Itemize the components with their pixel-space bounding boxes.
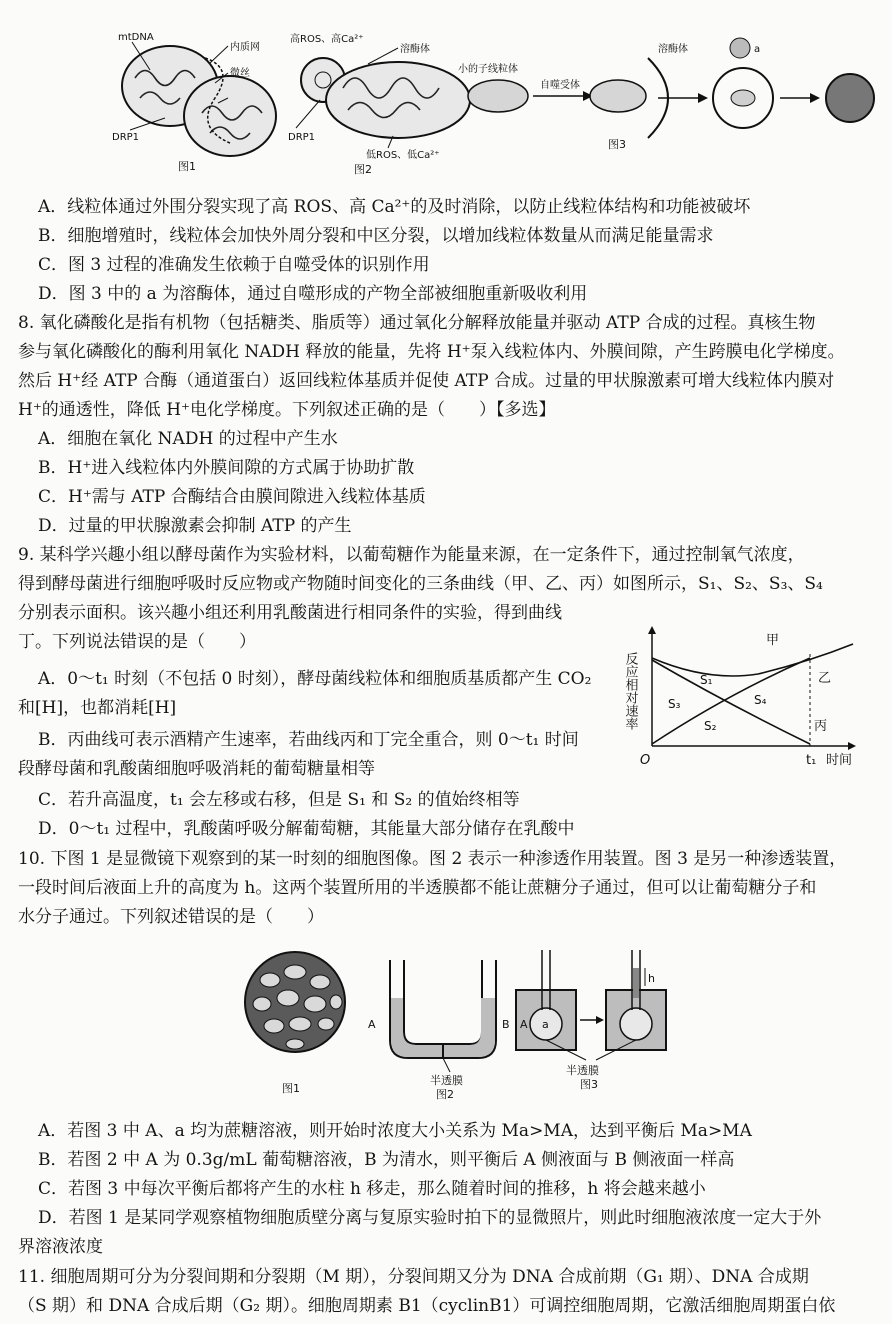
mitochondria-figure xyxy=(110,18,890,178)
q8-stem-line-1: 8. 氧化磷酸化是指有机物（包括糖类、脂质等）通过氧化分解释放能量并驱动 ATP 合成的过程。真核生物 xyxy=(18,313,816,333)
fig2-lysosome-label: 溶酶体 xyxy=(400,44,430,55)
fig2-a-label: A xyxy=(368,1018,376,1031)
q8-option-a: A．细胞在氧化 NADH 的过程中产生水 xyxy=(38,429,338,449)
q7-option-a: A．线粒体通过外围分裂实现了高 ROS、高 Ca²⁺的及时消除，以防止线粒体结构和功能被破坏 xyxy=(38,197,751,217)
s4-label: S₄ xyxy=(754,693,767,707)
fig2-mitochondria xyxy=(288,32,470,176)
t1-label: t₁ xyxy=(806,753,817,768)
fig1-er-label: 内质网 xyxy=(230,42,260,53)
q9-rate-graph xyxy=(622,624,878,774)
fig1-microfilament-label: 微丝 xyxy=(230,68,250,79)
fig1-mitochondria xyxy=(112,32,276,173)
fig3-mitophagy xyxy=(458,38,874,151)
q9-stem-line-1: 9. 某科学兴趣小组以酵母菌作为实验材料，以葡萄糖作为能量来源，在一定条件下，通过控制氧气浓度， xyxy=(18,545,805,565)
origin-label: O xyxy=(640,753,651,768)
fig3-h-label: h xyxy=(648,972,655,985)
s2-label: S₂ xyxy=(704,719,717,733)
q9-option-d: D．0～t₁ 过程中，乳酸菌呼吸分解葡萄糖，其能量大部分储存在乳酸中 xyxy=(38,819,575,839)
q11-stem-line-1: 11. 细胞周期可分为分裂间期和分裂期（M 期），分裂间期又分为 DNA 合成前期（G₁ 期）、DNA 合成期 xyxy=(18,1267,809,1287)
fig2-caption: 图2 xyxy=(354,163,372,176)
fig3-a-upper-label: A xyxy=(520,1018,528,1031)
fig3-caption: 图3 xyxy=(580,1078,598,1091)
q8-option-b: B．H⁺进入线粒体内外膜间隙的方式属于协助扩散 xyxy=(38,458,415,478)
q9-stem-line-2: 得到酵母菌进行细胞呼吸时反应物或产物随时间变化的三条曲线（甲、乙、丙）如图所示，S₁、S₂、S₃、S₄ xyxy=(18,574,823,594)
fig3-membrane-label: 半透膜 xyxy=(566,1064,599,1077)
fig2-b-label: B xyxy=(502,1018,510,1031)
q8-option-c: C．H⁺需与 ATP 合酶结合由膜间隙进入线粒体基质 xyxy=(38,487,426,507)
q10-osmosis-figure xyxy=(240,940,670,1105)
q9-option-b-line-1: B．丙曲线可表示酒精产生速率，若曲线丙和丁完全重合，则 0～t₁ 时间 xyxy=(38,730,579,750)
q7-option-b: B．细胞增殖时，线粒体会加快外周分裂和中区分裂，以增加线粒体数量从而满足能量需求 xyxy=(38,226,714,246)
fig1-mtdna-label: mtDNA xyxy=(118,32,154,43)
s1-label: S₁ xyxy=(700,673,713,687)
s3-label: S₃ xyxy=(668,697,681,711)
fig3-a-label: a xyxy=(754,44,761,55)
u-tube-apparatus xyxy=(368,960,510,1101)
bing-label: 丙 xyxy=(814,719,828,734)
q8-stem-line-2: 参与氧化磷酸化的酶利用氧化 NADH 释放的能量，先将 H⁺泵入线粒体内、外膜间隙，产生跨膜电化学梯度。 xyxy=(18,342,845,362)
fig3-lysosome-label: 溶酶体 xyxy=(658,44,688,55)
q7-option-d: D．图 3 中的 a 为溶酶体，通过自噬形成的产物全部被细胞重新吸收利用 xyxy=(38,284,588,304)
q7-option-c: C．图 3 过程的准确发生依赖于自噬受体的识别作用 xyxy=(38,255,430,275)
x-axis-label: 时间 xyxy=(826,753,853,768)
fig2-caption: 图2 xyxy=(436,1088,454,1101)
fig3-small-mito-label: 小的子线粒体 xyxy=(458,64,518,75)
q10-stem-line-1: 10. 下图 1 是显微镜下观察到的某一时刻的细胞图像。图 2 表示一种渗透作用装置。图 3 是另一种渗透装置， xyxy=(18,849,847,869)
cell-micrograph xyxy=(245,952,345,1095)
q10-option-b: B．若图 2 中 A 为 0.3g/mL 葡萄糖溶液，B 为清水，则平衡后 A 侧液面与 B 侧液面一样高 xyxy=(38,1150,735,1170)
q10-option-c: C．若图 3 中每次平衡后都将产生的水柱 h 移走，那么随着时间的推移，h 将会越来越小 xyxy=(38,1179,706,1199)
fig1-caption: 图1 xyxy=(282,1082,300,1095)
q9-stem-line-3: 分别表示面积。该兴趣小组还利用乳酸菌进行相同条件的实验，得到曲线 xyxy=(18,603,562,623)
fig1-drp1-label: DRP1 xyxy=(112,132,140,143)
q11-stem-line-2: （S 期）和 DNA 合成后期（G₂ 期）。细胞周期素 B1（cyclinB1）可调控细胞周期，它激活细胞周期蛋白依 xyxy=(18,1296,836,1316)
q9-option-a-line-1: A．0～t₁ 时刻（不包括 0 时刻），酵母菌线粒体和细胞质基质都产生 CO₂ xyxy=(38,669,592,689)
q8-stem-line-4: H⁺的通透性，降低 H⁺电化学梯度。下列叙述正确的是（ ）【多选】 xyxy=(18,400,556,420)
q10-stem-line-2: 一段时间后液面上升的高度为 h。这两个装置所用的半透膜都不能让蔗糖分子通过，但可以让葡萄糖分子和 xyxy=(18,878,817,898)
yi-label: 乙 xyxy=(818,671,832,686)
q8-stem-line-3: 然后 H⁺经 ATP 合酶（通道蛋白）返回线粒体基质并促使 ATP 合成。过量的甲状腺激素可增大线粒体内膜对 xyxy=(18,371,835,391)
jia-label: 甲 xyxy=(766,633,780,648)
q9-option-c: C．若升高温度，t₁ 会左移或右移，但是 S₁ 和 S₂ 的值始终相等 xyxy=(38,790,520,810)
q9-option-a-line-2: 和[H]，也都消耗[H] xyxy=(18,698,177,718)
q9-stem-line-4: 丁。下列说法错误的是（ ） xyxy=(18,632,256,652)
fig1-caption: 图1 xyxy=(178,160,196,173)
fig3-a-lower-label: a xyxy=(542,1018,549,1031)
beaker-apparatus xyxy=(516,950,666,1091)
fig2-membrane-label: 半透膜 xyxy=(430,1074,463,1087)
q10-stem-line-3: 水分子通过。下列叙述错误的是（ ） xyxy=(18,907,324,927)
fig2-high-ros-label: 高ROS、高Ca²⁺ xyxy=(290,34,364,45)
q10-option-d-line-2: 界溶液浓度 xyxy=(18,1237,103,1257)
fig2-low-ros-label: 低ROS、低Ca²⁺ xyxy=(366,150,440,161)
q8-option-d: D．过量的甲状腺激素会抑制 ATP 的产生 xyxy=(38,516,352,536)
fig3-receptor-label: 自噬受体 xyxy=(540,80,580,91)
fig3-caption: 图3 xyxy=(608,138,626,151)
q10-option-d-line-1: D．若图 1 是某同学观察植物细胞质壁分离与复原实验时拍下的显微照片，则此时细胞液浓度一定大于外 xyxy=(38,1208,822,1228)
y-axis-label: 反应相对速率 xyxy=(622,652,638,730)
q10-option-a: A．若图 3 中 A、a 均为蔗糖溶液，则开始时浓度大小关系为 Ma>MA，达到平衡后 Ma>MA xyxy=(38,1121,752,1141)
fig2-drp1-label: DRP1 xyxy=(288,132,316,143)
q9-option-b-line-2: 段酵母菌和乳酸菌细胞呼吸消耗的葡萄糖量相等 xyxy=(18,759,375,779)
